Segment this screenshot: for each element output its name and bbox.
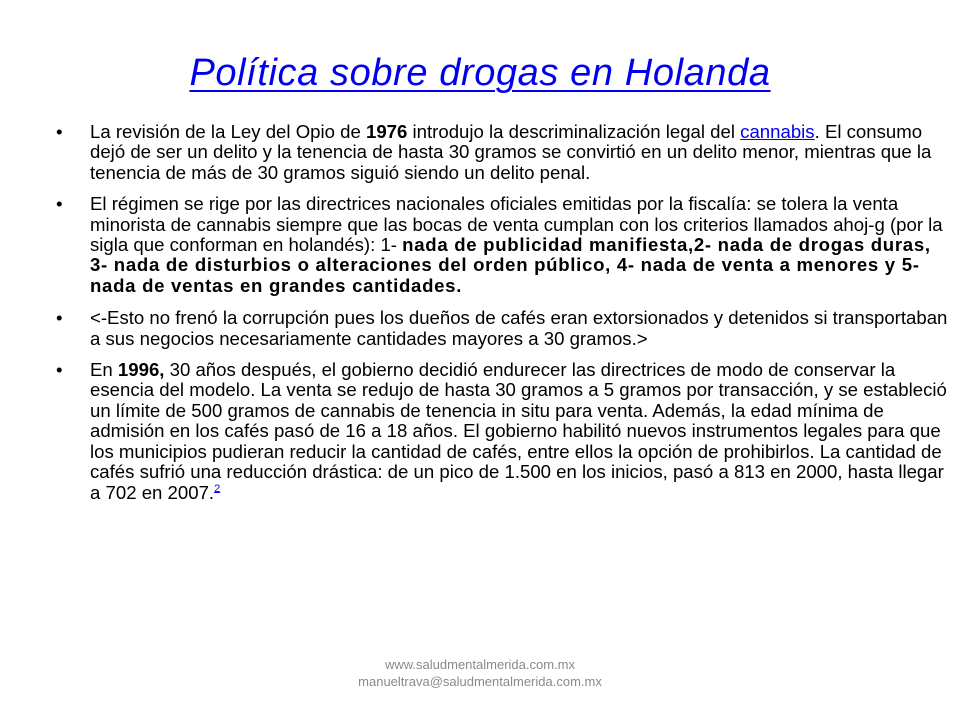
bullet-text: En (90, 359, 118, 381)
footer-website: www.saludmentalmerida.com.mx (384, 657, 575, 672)
bullet-item-1976-law (56, 122, 954, 183)
bullet-text: 30 años después, el gobierno decidió endurecer las directrices de modo de conservar la esencia del modelo. La venta se redujo de hasta 30 gramos a 5 gramos por transacción, y se estableció un límite de 500 gramos de cannabis de tenencia in situ para venta. Además, la edad mínima de admisión en los cafés pasó de 16 a 18 años. El gobierno habilitó nuevos instrumentos legales para que los municipios pudieran reducir la cantidad de cafés, entre ellos la opción de prohibirlos. La cantidad de cafés sufrió una reducción drástica: de un pico de 1.500 en los inicios, pasó a 813 en 2000, hasta llegar a 702 en 2007. (90, 359, 947, 503)
bullet-dot-icon: • (56, 121, 63, 142)
bullet-text: La revisión de la Ley del Opio de (90, 121, 366, 142)
bullet-item-regime (56, 194, 954, 296)
bullet-bold-year: 1976 (365, 121, 408, 142)
bullet-dot-icon: • (56, 307, 63, 329)
slide-title-link[interactable]: Política sobre drogas en Holanda (189, 52, 771, 94)
bullet-bold-year: 1996, (117, 359, 165, 381)
bullet-dot-icon: • (56, 359, 63, 381)
cannabis-link[interactable]: cannabis (740, 121, 815, 142)
footnote-ref-link[interactable]: 2 (214, 482, 221, 495)
slide-title (0, 52, 960, 95)
bullet-text: . El consumo dejó de ser un delito y la tenencia de hasta 30 gramos se convirtió en un delito menor, mientras que la tenencia de más de 30 gramos siguió siendo un delito penal. (90, 121, 932, 183)
bullet-list (56, 122, 954, 514)
bullet-bold-criteria: nada de publicidad manifiesta,2- nada de drogas duras, 3- nada de disturbios o alteraciones del orden público, 4- nada de venta a menores y 5-nada de ventas en grandes cantidades. (90, 234, 931, 296)
bullet-item-1996-changes (56, 360, 954, 503)
bullet-item-corruption (56, 308, 954, 349)
bullet-dot-icon: • (56, 193, 63, 215)
footer-email: manueltrava@saludmentalmerida.com.mx (358, 674, 602, 689)
bullet-text: El régimen se rige por las directrices nacionales oficiales emitidas por la fiscalía: se tolera la venta minorista de cannabis siempre que las bocas de venta cumplan con los criterios llamados ahoj-g (por la sigla que conforman en holandés): 1- (90, 193, 943, 256)
bullet-text: <-Esto no frenó la corrupción pues los dueños de cafés eran extorsionados y detenidos si transportaban a sus negocios necesariamente cantidades mayores a 30 gramos.> (90, 307, 948, 349)
bullet-text: introdujo la descriminalización legal del (407, 121, 741, 142)
footer (300, 656, 660, 690)
